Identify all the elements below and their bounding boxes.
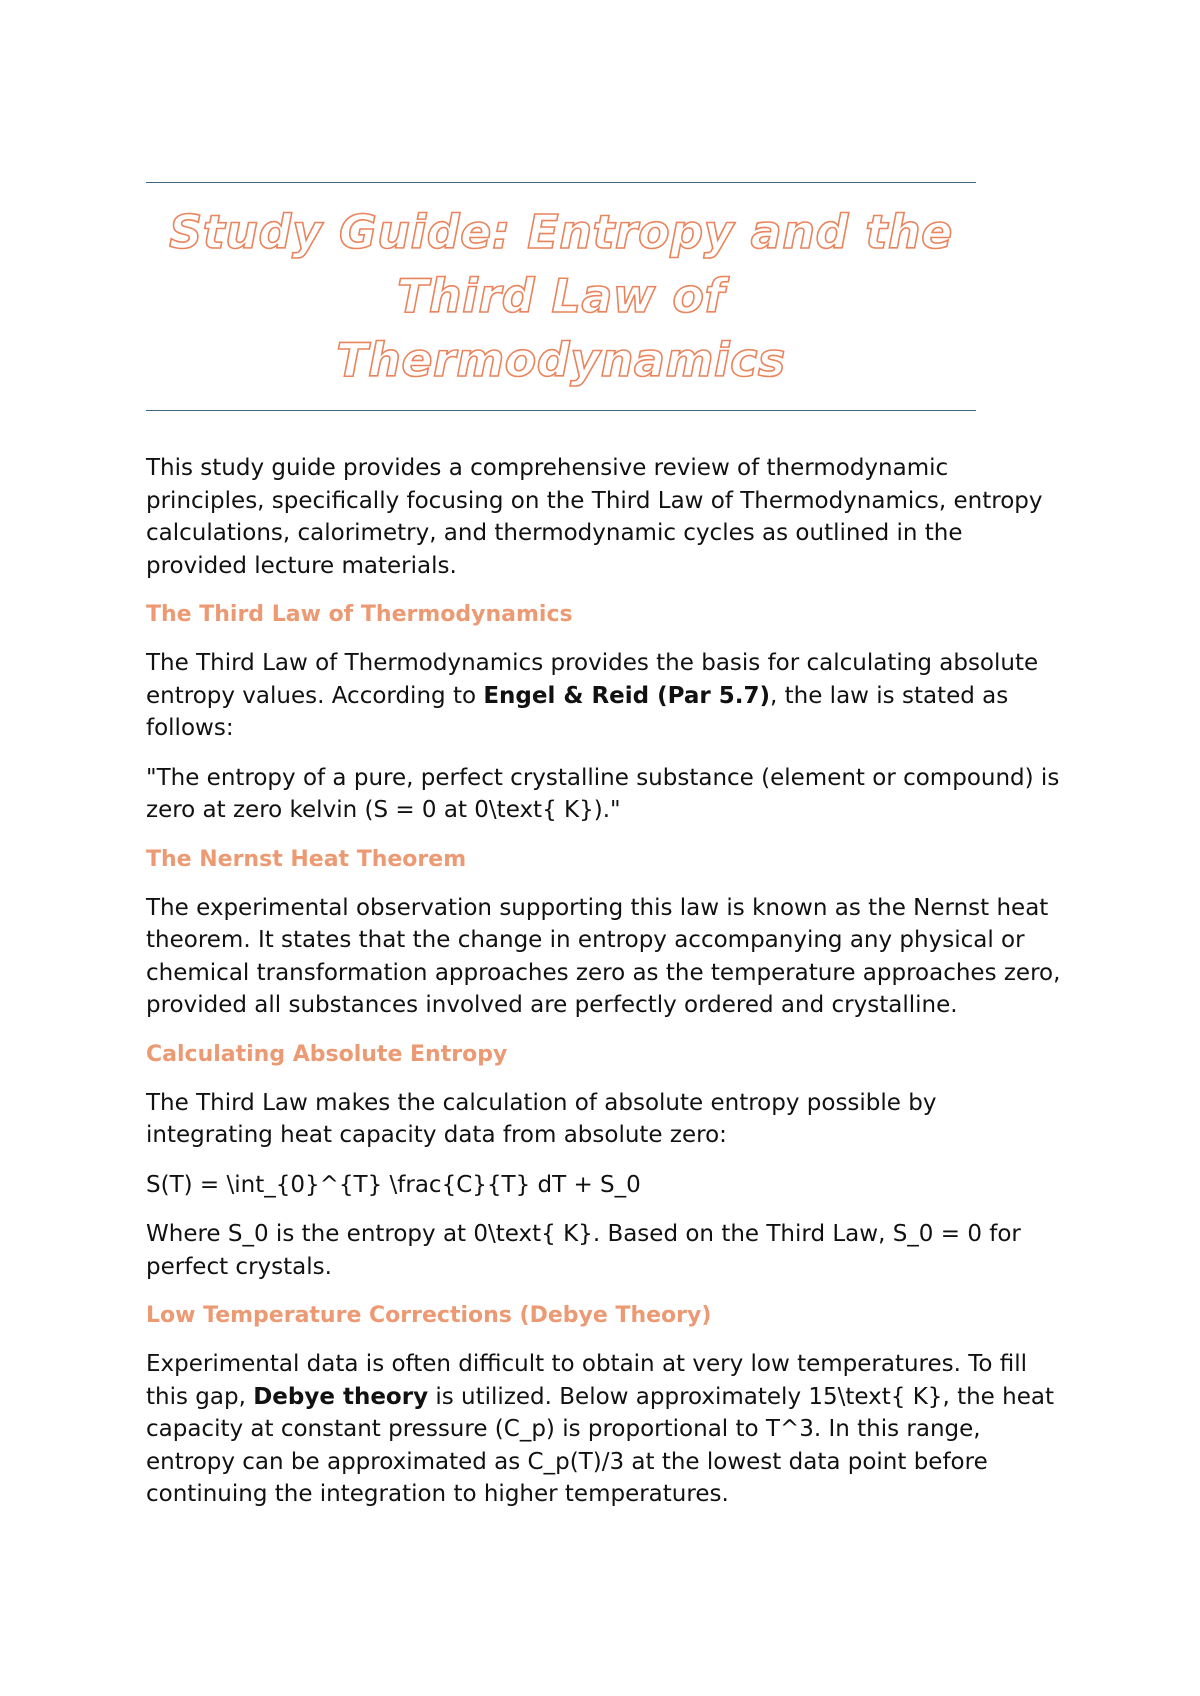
- debye-text-end: is utilized. Below approximately 15\text{ K}, the heat capacity at constant pressure (C_p) is proportional to T^3. In this range, entropy can be approximated as C_p(T)/3 at the lowest data point before continuing the integration to higher temperatures.: [146, 1383, 1054, 1507]
- intro-paragraph: This study guide provides a comprehensive review of thermodynamic principles, specifically focusing on the Third Law of Thermodynamics, entropy calculations, calorimetry, and thermodynamic cycles as outlined in the provided lecture materials.: [146, 455, 1043, 579]
- section-heading-absolute-entropy: Calculating Absolute Entropy: [146, 1041, 508, 1067]
- third-law-text-start: The Third Law of Thermodynamics provides the basis for calculating absolute entropy values. According to: [146, 650, 1039, 709]
- entropy-formula: S(T) = \int_{0}^{T} \frac{C}{T} dT + S_0: [146, 1171, 641, 1198]
- debye-theory-bold: Debye theory: [253, 1383, 429, 1410]
- section-heading-debye: Low Temperature Corrections (Debye Theory): [146, 1303, 712, 1328]
- third-law-quote: "The entropy of a pure, perfect crystalline substance (element or compound) is zero at zero kelvin (S = 0 at 0\text{ K}).": [146, 764, 1060, 823]
- third-law-paragraph: [146, 647, 1066, 745]
- absolute-entropy-paragraph: The Third Law makes the calculation of absolute entropy possible by integrating heat capacity data from absolute zero:: [146, 1089, 937, 1148]
- citation-bold: Engel & Reid (Par 5.7): [483, 682, 770, 709]
- title-top-rule: [146, 182, 976, 183]
- title-line-1: Study Guide: Entropy and the: [169, 205, 953, 259]
- title-bottom-rule: [146, 410, 976, 411]
- section-heading-nernst: The Nernst Heat Theorem: [146, 846, 467, 872]
- s0-paragraph: Where S_0 is the entropy at 0\text{ K}. Based on the Third Law, S_0 = 0 for perfect crystals.: [146, 1221, 1021, 1280]
- debye-text-start: Experimental data is often difficult to obtain at very low temperatures. To fill this gap,: [146, 1351, 1028, 1410]
- debye-paragraph: [146, 1348, 1066, 1511]
- document-title: [146, 200, 976, 392]
- nernst-paragraph: The experimental observation supporting this law is known as the Nernst heat theorem. It states that the change in entropy accompanying any physical or chemical transformation approaches zero as the temperature approaches zero, provided all substances involved are perfectly ordered and crystalline.: [146, 894, 1061, 1018]
- third-law-text-end: , the law is stated as follows:: [146, 682, 1009, 741]
- title-line-2: Third Law of: [397, 269, 725, 323]
- title-line-3: Thermodynamics: [336, 333, 786, 387]
- section-heading-third-law: The Third Law of Thermodynamics: [146, 602, 573, 627]
- document-body: [146, 452, 1066, 1528]
